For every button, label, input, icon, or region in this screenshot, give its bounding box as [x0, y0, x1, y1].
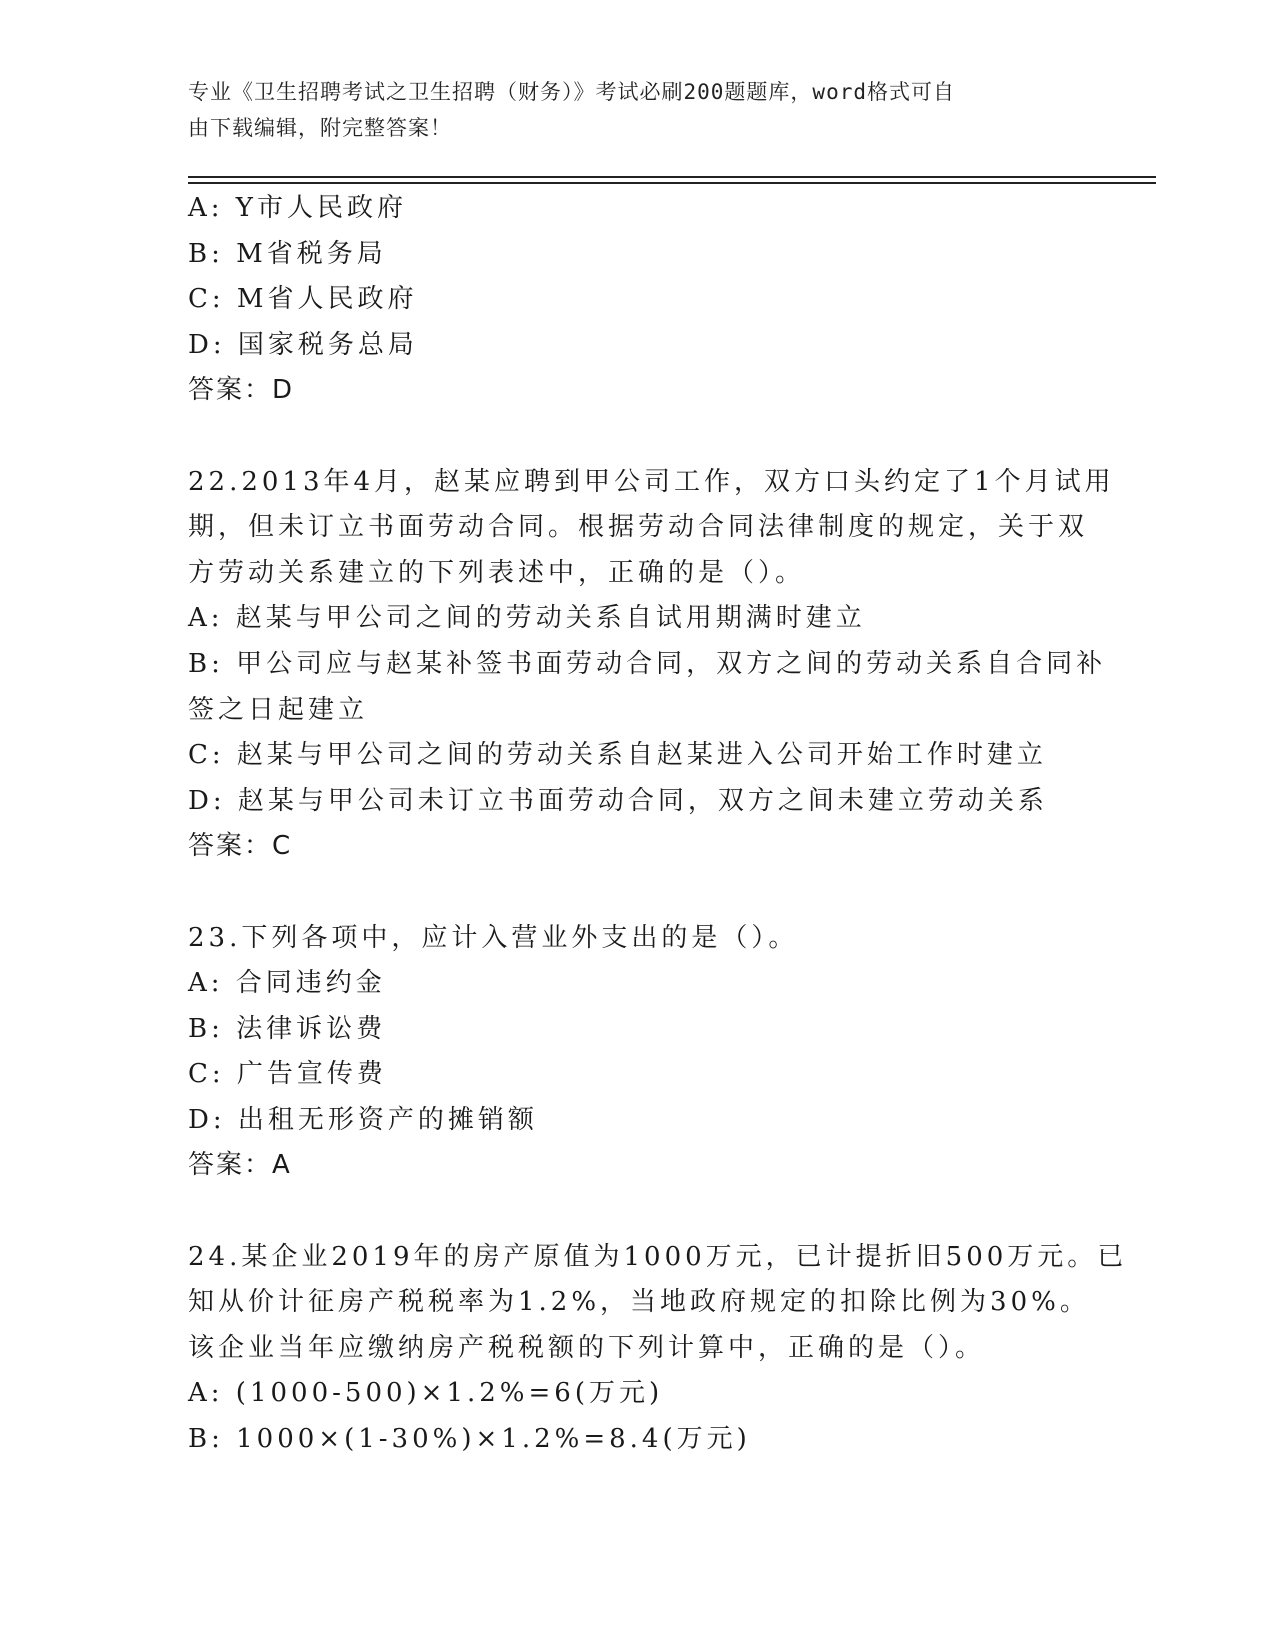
spacer: [188, 870, 1088, 916]
q23-option-d: D: 出租无形资产的摊销额: [188, 1104, 538, 1135]
q21-answer: 答案：D: [188, 375, 295, 406]
q23-option-b: B: 法律诉讼费: [188, 1013, 387, 1044]
header-line-1: 专业《卫生招聘考试之卫生招聘（财务）》考试必刷200题题库，word格式可自: [188, 80, 955, 104]
q21-option-b: B: M省税务局: [188, 238, 387, 269]
q23-option-c: C: 广告宣传费: [188, 1059, 387, 1090]
q24-stem-line-2: 知从价计征房产税税率为1.2%，当地政府规定的扣除比例为30%。: [188, 1287, 1090, 1318]
header-divider-top: [188, 176, 1156, 178]
q21-option-a: A: Y市人民政府: [188, 193, 407, 223]
q24-stem-line-3: 该企业当年应缴纳房产税税额的下列计算中，正确的是（）。: [188, 1332, 986, 1363]
q22-option-a: A: 赵某与甲公司之间的劳动关系自试用期满时建立: [188, 603, 866, 634]
header-divider-bottom: [188, 182, 1156, 184]
q22-option-c: C: 赵某与甲公司之间的劳动关系自赵某进入公司开始工作时建立: [188, 740, 1047, 771]
question-22: [188, 460, 1115, 870]
q22-stem-line-1: 22.2013年4月，赵某应聘到甲公司工作，双方口头约定了1个月试用: [188, 466, 1115, 497]
question-list: [188, 186, 1128, 1463]
header-line-2: 由下载编辑，附完整答案！: [188, 116, 452, 140]
q22-option-d: D: 赵某与甲公司未订立书面劳动合同，双方之间未建立劳动关系: [188, 785, 1048, 816]
spacer: [188, 1189, 1088, 1235]
q23-option-a: A: 合同违约金: [188, 968, 386, 999]
q24-option-b: B: 1000×(1-30%)×1.2%=8.4(万元): [188, 1424, 751, 1455]
q23-stem: 23.下列各项中，应计入营业外支出的是（）。: [188, 922, 799, 953]
q21-option-c: C: M省人民政府: [188, 284, 418, 315]
spacer: [188, 414, 1088, 460]
q24-option-a: A: (1000-500)×1.2%=6(万元): [188, 1378, 664, 1409]
q22-option-b-line-1: B: 甲公司应与赵某补签书面劳动合同，双方之间的劳动关系自合同补: [188, 648, 1107, 679]
question-24: [188, 1235, 1128, 1463]
q24-stem-line-1: 24.某企业2019年的房产原值为1000万元，已计提折旧500万元。已: [188, 1241, 1128, 1272]
document-header: [188, 74, 1068, 146]
question-23: [188, 916, 1088, 1190]
q23-answer: 答案：A: [188, 1150, 292, 1181]
q22-stem-line-2: 期，但未订立书面劳动合同。根据劳动合同法律制度的规定，关于双: [188, 512, 1089, 543]
q22-stem-line-3: 方劳动关系建立的下列表述中，正确的是（）。: [188, 557, 806, 588]
q22-answer: 答案：C: [188, 831, 293, 862]
q21-option-d: D: 国家税务总局: [188, 329, 418, 360]
q22-option-b-line-2: 签之日起建立: [188, 694, 369, 725]
question-21: [188, 186, 1088, 414]
